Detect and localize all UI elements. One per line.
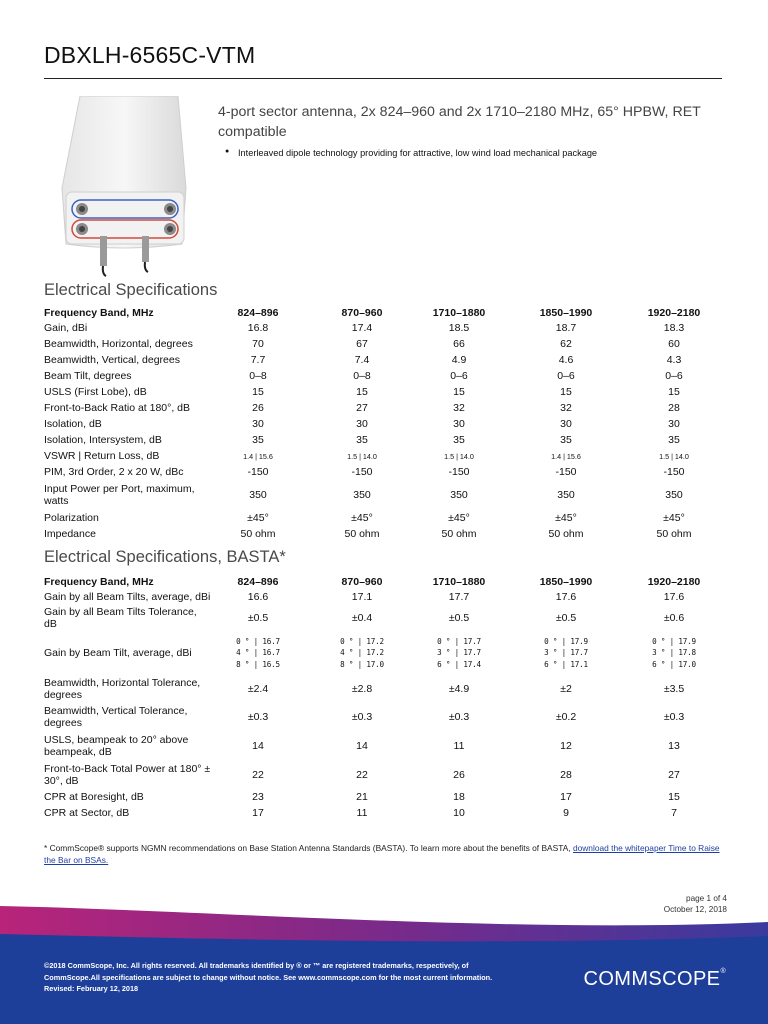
table-cell: 22	[356, 769, 368, 781]
table-cell: ±0.5	[448, 612, 470, 624]
table-row	[44, 400, 714, 416]
table-cell-multi	[634, 631, 714, 675]
table-cell-line: 4 ° | 17.2	[340, 648, 384, 658]
table-cell: 18	[453, 791, 465, 803]
table-cell: 14	[252, 740, 264, 752]
table-cell: 11	[453, 740, 465, 752]
table-cell: 17.6	[663, 591, 685, 603]
table-cell: 15	[356, 386, 368, 398]
table-row-label: Beam Tilt, degrees	[44, 370, 132, 382]
table-cell: 22	[252, 769, 264, 781]
table-cell: 4.3	[666, 354, 682, 366]
table-cell: ±45°	[555, 512, 577, 524]
table-cell: 17	[252, 807, 264, 819]
table-row	[44, 789, 714, 805]
table-cell: 0–6	[557, 370, 575, 382]
table-row-label: USLS, beampeak to 20° above beampeak, dB	[44, 734, 189, 758]
table-cell-multi	[304, 631, 420, 675]
table-cell: 50 ohm	[548, 528, 584, 540]
table-header-cell: 1850–1990	[539, 575, 593, 588]
table-cell: 1.5 | 14.0	[444, 451, 474, 461]
table-cell-line: 0 ° | 17.9	[544, 636, 588, 646]
basta-specs-title: Electrical Specifications, BASTA*	[44, 548, 286, 566]
footer-legal-text: ©2018 CommScope, Inc. All rights reserved. All trademarks identified by ® or ™ are registered trademarks, respectively, of CommScope.All specifications are subject to change without notice. See www.commscope.com for the most current information. Revised: February 12, 2018	[44, 961, 493, 993]
table-cell: ±45°	[663, 512, 685, 524]
table-cell: 30	[453, 418, 465, 430]
table-cell: 26	[453, 769, 465, 781]
table-cell: 32	[560, 402, 572, 414]
table-cell-multi	[498, 631, 634, 675]
table-cell-line: 0 ° | 17.2	[340, 636, 384, 646]
table-row	[44, 589, 714, 605]
basta-specs-table	[44, 574, 714, 821]
table-cell: 0–6	[665, 370, 683, 382]
table-cell: 18.5	[448, 322, 470, 334]
table-row	[44, 384, 714, 400]
table-cell: 28	[560, 769, 572, 781]
table-cell: 30	[252, 418, 264, 430]
table-cell: 30	[356, 418, 368, 430]
table-cell: 1.4 | 15.6	[551, 451, 581, 461]
table-row	[44, 526, 714, 542]
table-cell: 4.9	[451, 354, 467, 366]
table-cell: 60	[668, 338, 680, 350]
table-cell: 4.6	[558, 354, 574, 366]
table-row-label: Isolation, dB	[44, 418, 102, 430]
table-cell: 350	[557, 489, 575, 501]
table-cell: 14	[356, 740, 368, 752]
table-cell: 32	[453, 402, 465, 414]
table-cell: 15	[453, 386, 465, 398]
table-row-label: Beamwidth, Horizontal Tolerance, degrees	[44, 677, 201, 701]
table-row-label: Beamwidth, Vertical, degrees	[44, 354, 180, 366]
table-cell: 50 ohm	[441, 528, 477, 540]
table-row	[44, 336, 714, 352]
table-cell: 350	[249, 489, 267, 501]
whitepaper-link[interactable]: download the whitepaper Time to Raise the Bar on BSAs.	[44, 843, 720, 865]
table-cell: 30	[668, 418, 680, 430]
table-cell-line: 6 ° | 17.4	[437, 659, 481, 669]
table-cell: 15	[560, 386, 572, 398]
table-row	[44, 731, 714, 761]
table-cell: 15	[252, 386, 264, 398]
table-row	[44, 464, 714, 480]
table-row	[44, 805, 714, 821]
table-cell: 9	[563, 807, 569, 819]
table-cell: 0–8	[249, 370, 267, 382]
table-cell: 35	[453, 434, 465, 446]
table-cell: 7	[671, 807, 677, 819]
table-header-cell: Frequency Band, MHz	[44, 575, 154, 588]
table-header-cell: 870–960	[341, 306, 383, 319]
table-cell: 28	[668, 402, 680, 414]
table-cell: 26	[252, 402, 264, 414]
table-header-cell: 824–896	[237, 306, 279, 319]
product-description: 4-port sector antenna, 2x 824–960 and 2x 1710–2180 MHz, 65° HPBW, RET compatible	[218, 104, 701, 140]
table-cell: 50 ohm	[344, 528, 380, 540]
table-cell: 350	[665, 489, 683, 501]
table-cell: ±0.5	[555, 612, 577, 624]
table-header-cell: 1920–2180	[647, 575, 701, 588]
table-cell: 21	[356, 791, 368, 803]
table-cell: ±45°	[448, 512, 470, 524]
table-cell: ±2.4	[247, 683, 269, 695]
table-row-label: CPR at Sector, dB	[44, 807, 130, 819]
table-cell: 27	[668, 769, 680, 781]
table-cell-line: 0 ° | 17.7	[437, 636, 481, 646]
table-cell-line: 3 ° | 17.7	[437, 648, 481, 658]
table-header-cell: Frequency Band, MHz	[44, 306, 154, 319]
table-row	[44, 510, 714, 526]
table-cell-line: 4 ° | 16.7	[236, 648, 280, 658]
table-cell: ±2	[560, 683, 572, 695]
table-row-label: Isolation, Intersystem, dB	[44, 434, 162, 446]
table-cell: 17.1	[351, 591, 373, 603]
table-cell: ±0.3	[448, 711, 470, 723]
table-row-label: Front-to-Back Ratio at 180°, dB	[44, 402, 191, 414]
table-cell: ±0.3	[247, 711, 269, 723]
table-row	[44, 631, 714, 675]
table-row-label: Gain, dBi	[44, 322, 88, 334]
antenna-product-image	[58, 96, 192, 278]
table-header-cell: 1710–1880	[432, 306, 486, 319]
table-cell: 18.3	[663, 322, 685, 334]
table-row-label: PIM, 3rd Order, 2 x 20 W, dBc	[44, 466, 184, 478]
table-cell-multi	[212, 631, 304, 675]
table-cell: ±0.3	[351, 711, 373, 723]
table-row	[44, 320, 714, 336]
table-cell: ±2.8	[351, 683, 373, 695]
table-cell: 13	[668, 740, 680, 752]
table-cell: 66	[453, 338, 465, 350]
logo-text: COMMSCOPE	[583, 968, 721, 990]
table-row	[44, 448, 714, 464]
table-cell: 30	[560, 418, 572, 430]
table-row	[44, 432, 714, 448]
table-cell-line: 3 ° | 17.8	[652, 648, 696, 658]
table-row-label: Gain by Beam Tilt, average, dBi	[44, 647, 192, 659]
table-cell: 7.7	[250, 354, 266, 366]
table-cell: 17.7	[448, 591, 470, 603]
table-cell: ±4.9	[448, 683, 470, 695]
table-cell: 17.4	[351, 322, 373, 334]
table-cell-line: 8 ° | 16.5	[236, 659, 280, 669]
page-title: DBXLH-6565C-VTM	[44, 42, 256, 68]
table-cell: -150	[663, 466, 685, 478]
table-cell: ±45°	[247, 512, 269, 524]
commscope-logo	[583, 968, 726, 991]
table-row	[44, 605, 714, 631]
table-cell: 35	[560, 434, 572, 446]
table-cell: ±0.5	[247, 612, 269, 624]
table-row	[44, 761, 714, 789]
table-row-label: Beamwidth, Vertical Tolerance, degrees	[44, 705, 188, 729]
table-cell: 350	[353, 489, 371, 501]
table-cell-multi	[420, 631, 498, 675]
table-cell: 1.4 | 15.6	[243, 451, 273, 461]
table-cell-line: 6 ° | 17.1	[544, 659, 588, 669]
feature-bullet: ● Interleaved dipole technology providing for attractive, low wind load mechanical package	[238, 148, 597, 158]
table-cell: 35	[252, 434, 264, 446]
table-row	[44, 352, 714, 368]
electrical-specs-title: Electrical Specifications	[44, 281, 218, 299]
table-cell: 70	[252, 338, 264, 350]
table-cell: 27	[356, 402, 368, 414]
table-cell: ±0.4	[351, 612, 373, 624]
table-cell: -150	[351, 466, 373, 478]
table-cell: 62	[560, 338, 572, 350]
title-divider	[44, 78, 722, 79]
table-cell: ±45°	[351, 512, 373, 524]
table-cell: 16.6	[247, 591, 269, 603]
table-cell: 12	[560, 740, 572, 752]
table-row-label: Front-to-Back Total Power at 180° ± 30°, dB	[44, 763, 211, 787]
table-cell-line: 6 ° | 17.0	[652, 659, 696, 669]
table-cell: 67	[356, 338, 368, 350]
table-cell: 50 ohm	[656, 528, 692, 540]
table-row	[44, 368, 714, 384]
table-cell: 15	[668, 791, 680, 803]
table-cell: ±3.5	[663, 683, 685, 695]
table-row-label: Gain by all Beam Tilts Tolerance, dB	[44, 606, 197, 630]
table-header-cell: 1850–1990	[539, 306, 593, 319]
table-row	[44, 703, 714, 731]
table-cell-line: 3 ° | 17.7	[544, 648, 588, 658]
table-cell: 35	[356, 434, 368, 446]
table-cell: 23	[252, 791, 264, 803]
table-cell: 50 ohm	[240, 528, 276, 540]
table-row-label: VSWR | Return Loss, dB	[44, 450, 160, 462]
table-header-cell: 1920–2180	[647, 306, 701, 319]
logo-trademark: ®	[720, 968, 726, 975]
table-cell: 18.7	[555, 322, 577, 334]
table-row	[44, 480, 714, 510]
table-cell: 10	[453, 807, 465, 819]
table-cell: 7.4	[354, 354, 370, 366]
table-cell-line: 0 ° | 16.7	[236, 636, 280, 646]
table-row-label: Beamwidth, Horizontal, degrees	[44, 338, 193, 350]
table-cell: 0–8	[353, 370, 371, 382]
table-cell: ±0.2	[555, 711, 577, 723]
page-date: October 12, 2018	[663, 905, 727, 914]
table-header-cell: 1710–1880	[432, 575, 486, 588]
electrical-specs-table	[44, 305, 714, 542]
table-row	[44, 416, 714, 432]
table-cell: ±0.3	[663, 711, 685, 723]
footnote-text: * CommScope® supports NGMN recommendations on Base Station Antenna Standards (BASTA). To learn more about the benefits of BASTA,	[44, 843, 573, 853]
table-cell: ±0.6	[663, 612, 685, 624]
table-cell: -150	[555, 466, 577, 478]
table-cell: 17.6	[555, 591, 577, 603]
table-cell: -150	[448, 466, 470, 478]
table-row-label: Input Power per Port, maximum, watts	[44, 483, 195, 507]
table-cell: 1.5 | 14.0	[659, 451, 689, 461]
table-row-label: USLS (First Lobe), dB	[44, 386, 147, 398]
table-cell: 35	[668, 434, 680, 446]
table-header-cell: 824–896	[237, 575, 279, 588]
table-row-label: Gain by all Beam Tilts, average, dBi	[44, 591, 211, 603]
table-cell: 1.5 | 14.0	[347, 451, 377, 461]
table-row-label: Impedance	[44, 528, 96, 540]
table-cell: -150	[247, 466, 269, 478]
table-cell: 11	[356, 807, 368, 819]
table-cell-line: 0 ° | 17.9	[652, 636, 696, 646]
table-cell: 16.8	[247, 322, 269, 334]
table-cell: 0–6	[450, 370, 468, 382]
page-number: page 1 of 4	[686, 894, 727, 903]
table-row	[44, 675, 714, 703]
table-cell: 17	[560, 791, 572, 803]
table-row-label: CPR at Boresight, dB	[44, 791, 144, 803]
table-header-cell: 870–960	[341, 575, 383, 588]
table-cell: 350	[450, 489, 468, 501]
table-cell: 15	[668, 386, 680, 398]
basta-footnote	[44, 843, 724, 866]
table-row-label: Polarization	[44, 512, 99, 524]
table-cell-line: 8 ° | 17.0	[340, 659, 384, 669]
